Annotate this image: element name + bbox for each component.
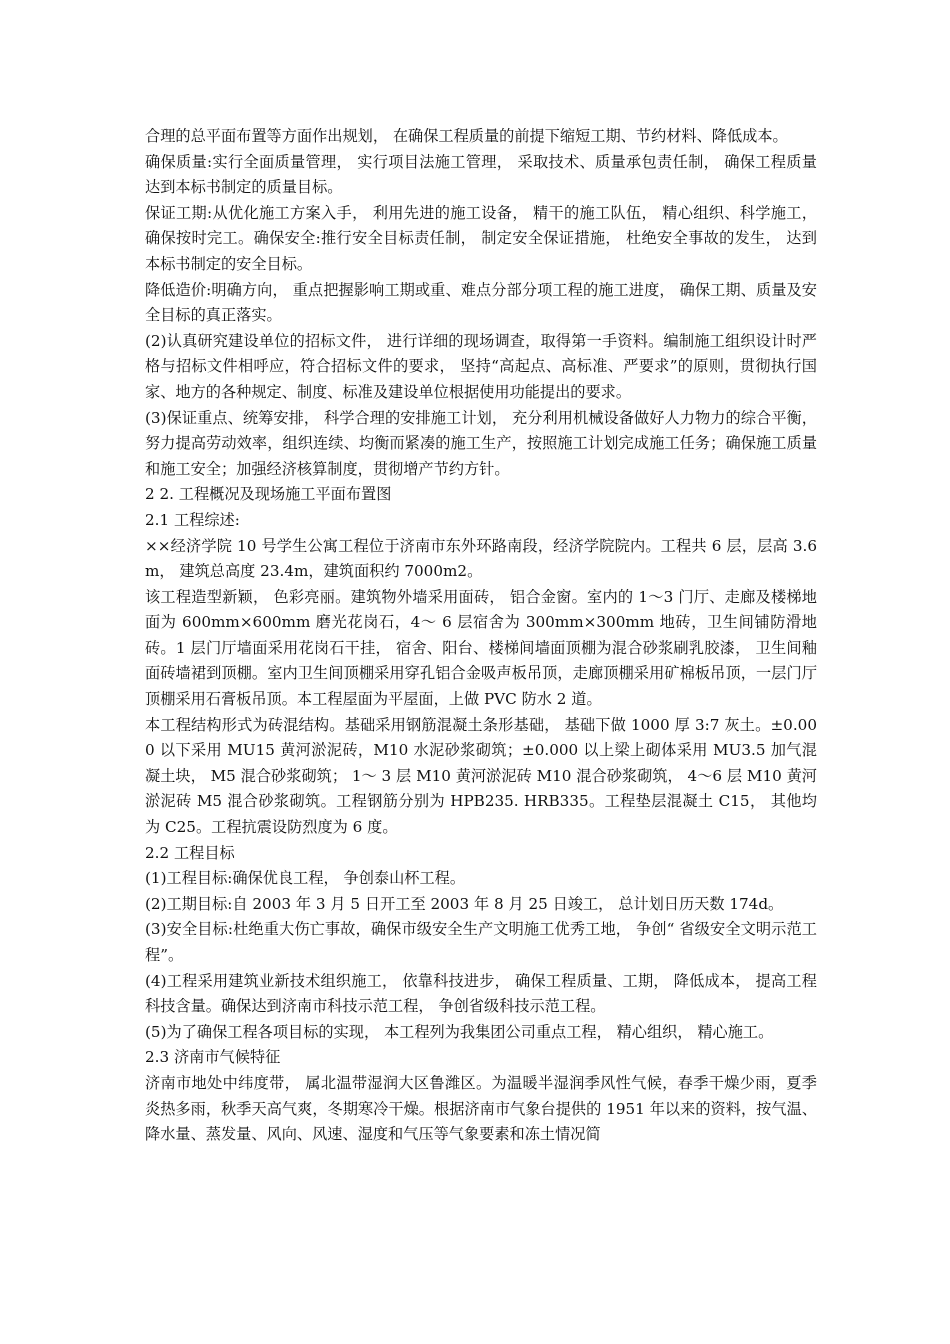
subsection-heading-goals: 2.2 工程目标 (145, 843, 235, 862)
paragraph-quality: 确保质量:实行全面质量管理， 实行项目法施工管理， 采取技术、质量承包责任制， 确保工程质量达到本标书制定的质量目标。 (145, 152, 817, 197)
paragraph-key-points: (3)保证重点、统筹安排， 科学合理的安排施工计划， 充分利用机械设备做好人力物力的综合平衡，努力提高劳动效率，组织连续、均衡而紧凑的施工生产，按照施工计划完成施工任务；确保施工质量和施工安全；加强经济核算制度，贯彻增产节约方针。 (145, 408, 817, 478)
paragraph-schedule-safety: 保证工期:从优化施工方案入手， 利用先进的施工设备， 精干的施工队伍， 精心组织、科学施工， 确保按时完工。确保安全:推行安全目标责任制， 制定安全保证措施， 杜绝安全事故的发生， 达到本标书制定的安全目标。 (145, 203, 817, 273)
goal-item-1: (1)工程目标:确保优良工程， 争创泰山杯工程。 (145, 869, 466, 888)
paragraph-structure: 本工程结构形式为砖混结构。基础采用钢筋混凝土条形基础， 基础下做 1000 厚 3:7 灰土。±0.000 以下采用 MU15 黄河淤泥砖，M10 水泥砂浆砌筑；±0.000 以上梁上砌体采用 MU3.5 加气混凝土块， M5 混合砂浆砌筑； 1～ 3 层 M10 黄河淤泥砖 M10 混合砂浆砌筑， 4～6 层 M10 黄河淤泥砖 M5 混合砂浆砌筑。工程钢筋分别为 HPB235. HRB335。工程垫层混凝土 C15， 其他均为 C25。工程抗震设防烈度为 6 度。 (145, 715, 817, 837)
subsection-heading-summary: 2.1 工程综述: (145, 510, 240, 529)
paragraph-cost: 降低造价:明确方向， 重点把握影响工期或重、难点分部分项工程的施工进度， 确保工期、质量及安全目标的真正落实。 (145, 280, 817, 325)
paragraph-project-location: ××经济学院 10 号学生公寓工程位于济南市东外环路南段，经济学院院内。工程共 6 层，层高 3.6m， 建筑总高度 23.4m，建筑面积约 7000m2。 (145, 536, 817, 581)
goal-item-3: (3)安全目标:杜绝重大伤亡事故，确保市级安全生产文明施工优秀工地， 争创“ 省级安全文明示范工程”。 (145, 920, 817, 964)
section-heading-overview: 2 2. 工程概况及现场施工平面布置图 (145, 485, 392, 504)
paragraph-architecture: 该工程造型新颖， 色彩亮丽。建筑物外墙采用面砖， 铝合金窗。室内的 1～3 门厅、走廊及楼梯地面为 600mm×600mm 磨光花岗石，4～ 6 层宿舍为 300mm×300mm 地砖，卫生间铺防滑地砖。1 层门厅墙面采用花岗石干挂， 宿舍、阳台、楼梯间墙面顶棚为混合砂浆刷乳胶漆， 卫生间釉面砖墙裙到顶棚。室内卫生间顶棚采用穿孔铝合金吸声板吊顶，走廊顶棚采用矿棉板吊顶，一层门厅顶棚采用石膏板吊顶。本工程屋面为平屋面，上做 PVC 防水 2 道。 (145, 587, 817, 709)
paragraph-climate: 济南市地处中纬度带， 属北温带湿润大区鲁潍区。为温暖半湿润季风性气候，春季干燥少雨，夏季炎热多雨，秋季天高气爽，冬期寒冷干燥。根据济南市气象台提供的 1951 年以来的资料，按气温、降水量、蒸发量、风向、风速、湿度和气压等气象要素和冻土情况简 (145, 1073, 817, 1144)
goal-item-4: (4)工程采用建筑业新技术组织施工， 依靠科技进步， 确保工程质量、工期， 降低成本， 提高工程科技含量。确保达到济南市科技示范工程， 争创省级科技示范工程。 (145, 971, 817, 1016)
goal-item-5: (5)为了确保工程各项目标的实现， 本工程列为我集团公司重点工程， 精心组织， 精心施工。 (145, 1022, 774, 1041)
document-body (145, 124, 817, 1148)
subsection-heading-climate: 2.3 济南市气候特征 (145, 1048, 281, 1067)
goal-item-2: (2)工期目标:自 2003 年 3 月 5 日开工至 2003 年 8 月 25 日竣工， 总计划日历天数 174d。 (145, 894, 784, 913)
paragraph-planning: 合理的总平面布置等方面作出规划， 在确保工程质量的前提下缩短工期、节约材料、降低成本。 (145, 127, 788, 145)
paragraph-tender-study: (2)认真研究建设单位的招标文件， 进行详细的现场调查，取得第一手资料。编制施工组织设计时严格与招标文件相呼应，符合招标文件的要求， 坚持“高起点、高标准、严要求”的原则，贯彻执行国家、地方的各种规定、制度、标准及建设单位根据使用功能提出的要求。 (145, 331, 817, 401)
